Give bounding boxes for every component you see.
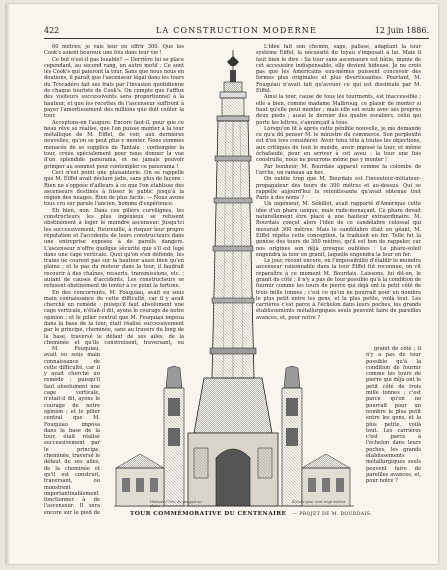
right-wing-building — [302, 454, 350, 506]
page-number: 422 — [44, 26, 60, 35]
page-spine — [6, 4, 10, 564]
paragraph: Acceptons-en l'augure. Encore faut-il, pour que ce beau rêve se réalise, que l'on puisse monter à la tour métallique de M. Eiffel, de voir, aux dernières nouvelles, qu'on se peut plus y monter. Nous sommes menacés de se supplice de Tantale : contempler la tour, créée spécialement pour nous donner la vue d'un splendide panorama, et ne jamais pouvoir grimper au sommet pour contempler ce panorama ! — [44, 119, 184, 170]
paragraph: M. Fouquiau, avait eu sous main connaissance de cette difficulté, car il y avait cherché un remède : puisqu'il faut absolument une cage verticale, n'était-il dit, ayons le courage de notre opinion ; et le pilier central que M. Fouquiau imposa dans la base de la tour, était réalisé successivement par le principe, cheminée, traversé le défaut de ses ailes, de la cheminée et qu'il est construit, traversant, ou monstrent importantinablement fonctionner à de l'ascenseur. Il sera encore sur le pied de — [44, 346, 100, 516]
figure-caption: TOUR COMMÉMORATIVE DU CENTENAIRE — [130, 511, 287, 517]
paragraph: granit de côté ; il n'y a pas de tour possible qu'à la condition de fournir comme les tours de pierre qui déjà ont le petit côté de trois mille tonnes ; c'est parce qu'on ne pourrait pour un nombre le plus petit entre les gens, et la plus petite, voilà tout. Les carrières c'est parce à l'échelon dans leurs poches, les grands établissements métallurgiques seuls peuvent faire de pareilles avances, et, pour notre ? — [366, 346, 421, 485]
tower-engraving — [104, 48, 362, 514]
issue-date: 12 Juin 1886. — [374, 26, 429, 35]
right-side-tower — [282, 366, 302, 506]
paragraph: Un ingénieur, M. Sébillot, avait rapporté d'Amérique cette idée d'un phare unique, mais rude-menaçant. Ce phare devait naturellement être placé à une hauteur extraordinaire. M. Bourdais conçut alors l'idée de ce candélabre colossal qui mesurait 300 mètres. Mais le candélabre était un géant, M. Eiffel répéta cette conception, la traduisit en fer. Telle fut la genèse des tours de 300 mètres, qu'il est bon de rappeler, car nos origines son déjà presque oubliées : Le phare-soleil engendra la tour en granit, laquelle engendra la tour en fer. — [256, 201, 421, 258]
right-bottom-column — [366, 346, 421, 516]
tower-base — [188, 378, 278, 506]
tower-shaft — [210, 121, 256, 378]
left-wing-building — [116, 454, 164, 506]
paragraph: Ce but n'est-il pas louable? — Derrière lui se place cependant, au second rang, un autre motif : Ce sont les Cook's qui paieront la tour. Sans que nous nous en doutions, il paraît que l'ascenseur légal dans les tours du Trocadéro fait ses frais par l'invasion quotidienne de chaque touriste de Cook's. On compte que l'afflux des visiteurs successivents sera proportionnel à la hauteur, et que les recettes de l'ascenseur suffiront à payer l'amortissement des millions que doit coûter la tour. — [44, 56, 184, 120]
figure-credit: — PROJET DE M. BOURDAIS. — [292, 512, 372, 517]
left-side-tower — [164, 366, 184, 506]
paragraph: On oublie trop que M. Bourdais est l'inventeur-initiateur-propagateur des tours de 300 mètres et au-dessus. Qui se rappelle aujourd'hui la retentissante qu'avait obtenue tout Paris à des noms ? — [256, 176, 421, 202]
paragraph: Ceci n'est point une plaisanterie. On se rappelle que M. Eiffel avait déclaré jadis, sans plus de façons : Rien ne s'oppose d'ailleurs à ce que l'on établisse des ascenseurs destinés à hisser le public jusqu'à la région des nuages. Rien de plus facile. — Nous avons tous cru sur parole l'ancien, homme d'expérience. — [44, 169, 184, 208]
figure-caption-row — [130, 511, 372, 521]
journal-title: LA CONSTRUCTION MODERNE — [155, 26, 318, 35]
left-bottom-column — [44, 346, 100, 516]
paragraph: Lorsqu'on lit à après cette pénible nouvelle, je me demande ce qu'a dû penser M. le ministre du commerce. Son perplexité est d'en très considérer. Avoir tenu tête à toutes les objections, aux critiques de tout le monde, avoir imposé la tour, et même échafaudé, pour en arriver à cet aveu : la tour une fois construite, nous ne pourrons même pas y monter ! — [256, 125, 421, 164]
paragraph: Le jour, récent encore, où l'impossibilité d'établir le moindre ascenseur raisonnable dans la tour Eiffel fut reconnue, on vit reparaître à ce moment M. Bourdais. Laissons, lui dit-on, le granit de côté ; il n'y a pas de tour possible qu'à la condition de fournir comme les tours de pierre qui déjà ont le petit côté de trois mille tonnes ; c'est ce qu'on ne pourrait pour un nombre le plus petit entre les gens, et la plus petite, voilà tout. Les carrières c'est parce à l'échelon dans leurs poches, les grands établissements métallurgiques seuls peuvent faire de pareilles avances, et, pour notre ? — [256, 258, 421, 321]
page-header — [44, 26, 429, 39]
paragraph: Par bonheur, M. Bourdais apparut comme la colombe de l'arche, un rameau au bec. — [256, 163, 421, 176]
paragraph: 60 mètres; je vais leur en offrir 300. Que les Cook's soient heureux une fois dans leur vie ! — [44, 44, 184, 57]
paragraph: Ainsi la tour, cause de tous les tourments, est inaccessible ; elle a bien, comme madame Malbroug, ce plaisir de monter si haut qu'elle peut monter ; mais elle est seule avec ses propres deux pieds ; aussi le dernier des quatre escaliers, celui qui porte les lettres, s'annonçait à tous. — [256, 94, 421, 126]
paragraph: En des concurrents, M. Fouquiau, avait eu sous main connaissance de cette difficulté, car il y avait cherché un remède : puisqu'il faut absolument une cage verticale, n'était-il dit, ayons le courage de notre opinion ; et le pilier central que M. Fouquiau imposa dans la base de la tour, était réalisé successivement par le principe, cheminée, sans au travers du long de la base, traversé le défaut de ses ailes, de la cheminée et qu'ils construisent, traversant, ou — [44, 289, 184, 346]
paragraph: L'idée fait son chemin, sage, palisse, adaptant la tour système Eiffel, la nécessité du tuyau s'imposait à lui. Mais il faut bien le dire : Sa tour sans ascenseurs est bâtie, munie de cet accessoire indispensable, elle devient hideuse. Je ne crois pas que les Américains eux-mêmes puissent concevoir des formes plus originales et plus divertissantes. Pourtant, M. Fouquiau n'avait fait qu'avouer ce qui est dissimulé par M. Eiffel. — [256, 44, 421, 95]
paragraph: Eh bien, non. Dans ces piliers curvilignes, les constructeurs les plus ingénieux se refusent obstinément à loger le moindre ascenseur. Jusqu'ici les successivement, Heureuille, à risquer leur propre réputation et l'accidente de leurs constructeurs dans une entreprise exposée à de pareils dangers. L'ascenseur n'offre quelque sécurité que s'il est logé dans une cage verticale. Quoi qu'on s'en défende, les trains ne courent pas sur la hauteur aussi bien qu'en plaine ; et le pas du moteur dans la tour, il faudrait recourir à des chaînes, ressorts, transmissions, etc. ; autant de causes d'accidents. Les constructeurs se refusent obstinément de tenter à ce point la fortune. — [44, 207, 184, 290]
tower-statue — [227, 50, 239, 82]
figure-right-annotation: Échelle pour cent vingt mètres — [292, 500, 346, 504]
tower-lantern — [217, 82, 249, 121]
figure-left-annotation: Hauteur 370m, du parquet au phare — [150, 500, 202, 508]
